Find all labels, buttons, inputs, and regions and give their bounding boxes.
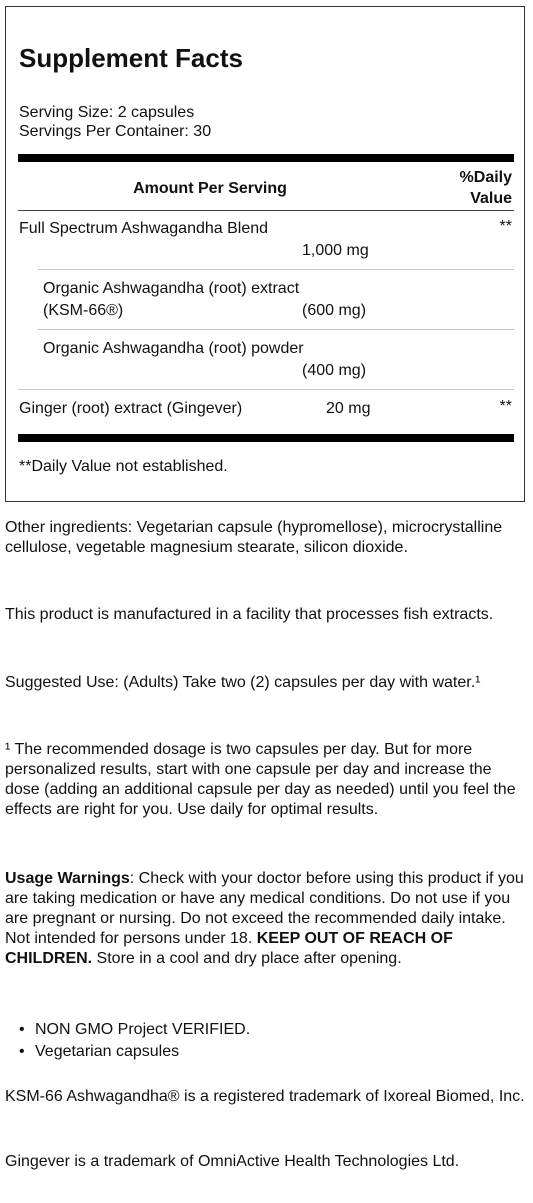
row-blend-name: Full Spectrum Ashwagandha Blend — [19, 220, 269, 237]
daily-value-header — [460, 167, 512, 209]
daily-value-header-line2: Value — [470, 190, 512, 207]
row-divider — [18, 389, 514, 390]
suggested-use: Suggested Use: (Adults) Take two (2) capsules per day with water.¹ — [5, 674, 481, 691]
usage-warnings-text: : Check with your doctor before using this product if you are taking medication or have any medical conditions. Do not use if you are pregnant or nursing. Do not exceed the recommended daily intake. Not intended for persons under 18. — [5, 870, 524, 947]
list-item-label: NON GMO Project VERIFIED. — [35, 1021, 251, 1038]
row-divider — [38, 269, 514, 270]
usage-warnings-label: Usage Warnings — [5, 870, 130, 887]
supplement-facts-panel — [5, 6, 525, 502]
row-powder-name: Organic Ashwagandha (root) powder — [43, 340, 304, 357]
daily-value-footnote: **Daily Value not established. — [19, 458, 228, 475]
row-extract-name-line2: (KSM-66®) — [43, 302, 124, 319]
ksm-trademark-notice: KSM-66 Ashwagandha® is a registered trademark of Ixoreal Biomed, Inc. — [5, 1088, 525, 1105]
row-extract-amount: (600 mg) — [302, 302, 367, 319]
row-ginger-name: Ginger (root) extract (Gingever) — [19, 400, 243, 417]
storage-instructions: Store in a cool and dry place after opening. — [92, 950, 402, 967]
row-ginger-dv: ** — [499, 398, 512, 415]
facts-title: Supplement Facts — [19, 43, 243, 73]
list-item — [5, 1041, 250, 1063]
daily-value-header-line1: %Daily — [459, 169, 512, 186]
usage-warnings — [5, 869, 525, 969]
serving-info — [19, 103, 211, 141]
row-extract-name-line1: Organic Ashwagandha (root) extract — [43, 280, 300, 297]
row-blend-dv: ** — [499, 218, 512, 235]
facility-notice: This product is manufactured in a facility that processes fish extracts. — [5, 606, 494, 623]
list-item — [5, 1019, 250, 1041]
amount-per-serving-header: Amount Per Serving — [133, 180, 287, 197]
servings-per-container: Servings Per Container: 30 — [19, 123, 212, 140]
keep-out-of-reach: KEEP OUT OF REACH OF CHILDREN. — [5, 930, 453, 967]
bullet-icon: • — [19, 1043, 25, 1060]
row-blend-amount: 1,000 mg — [302, 242, 369, 259]
header-divider — [18, 154, 514, 162]
row-powder-amount: (400 mg) — [302, 362, 367, 379]
gingever-trademark-notice: Gingever is a trademark of OmniActive Health Technologies Ltd. — [5, 1153, 460, 1170]
footer-divider — [18, 434, 514, 442]
other-ingredients: Other ingredients: Vegetarian capsule (hypromellose), microcrystalline cellulose, vegetable magnesium stearate, silicon dioxide. — [5, 519, 503, 556]
row-ginger-amount: 20 mg — [326, 400, 371, 417]
list-item-label: Vegetarian capsules — [35, 1043, 180, 1060]
row-divider — [18, 210, 514, 211]
feature-list — [5, 1019, 250, 1063]
serving-size: Serving Size: 2 capsules — [19, 104, 195, 121]
dosage-note: ¹ The recommended dosage is two capsules per day. But for more personalized results, start with one capsule per day and increase the dose (adding an additional capsule per day as needed) until you feel the effects are right for you. Use daily for optimal results. — [5, 741, 516, 818]
row-divider — [38, 329, 514, 330]
bullet-icon: • — [19, 1021, 25, 1038]
